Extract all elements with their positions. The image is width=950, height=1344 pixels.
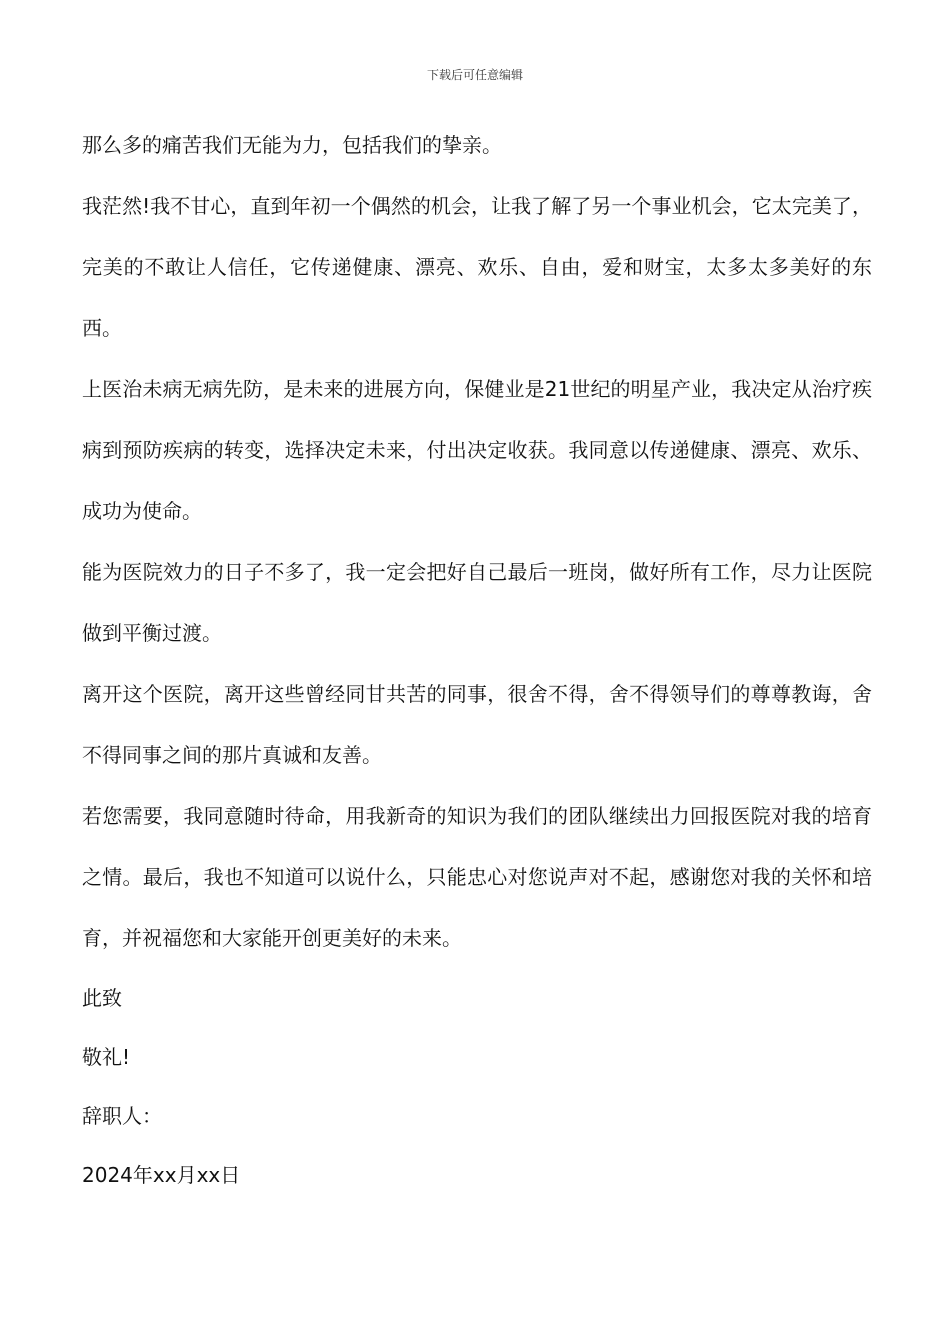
paragraph-1: 那么多的痛苦我们无能为力，包括我们的挚亲。 [82, 133, 502, 157]
closing-salutation: 此致 [82, 986, 122, 1010]
paragraph-5: 离开这个医院，离开这些曾经同甘共苦的同事，很舍不得，舍不得领导们的尊尊教诲，舍不得同事之间的那片真诚和友善。 [82, 682, 872, 767]
letter-body [82, 117, 872, 1205]
paragraph-2: 我茫然!我不甘心，直到年初一个偶然的机会，让我了解了另一个事业机会，它太完美了，完美的不敢让人信任，它传递健康、漂亮、欢乐、自由，爱和财宝，太多太多美好的东西。 [82, 194, 872, 340]
paragraph-6: 若您需要，我同意随时待命，用我新奇的知识为我们的团队继续出力回报医院对我的培育之情。最后，我也不知道可以说什么，只能忠心对您说声对不起，感谢您对我的关怀和培育，并祝福您和大家能开创更美好的未来。 [82, 804, 872, 950]
paragraph-3: 上医治未病无病先防，是未来的进展方向，保健业是21世纪的明星产业，我决定从治疗疾病到预防疾病的转变，选择决定未来，付出决定收获。我同意以传递健康、漂亮、欢乐、成功为使命。 [82, 377, 872, 523]
signature-label: 辞职人： [82, 1104, 162, 1128]
closing-regards: 敬礼! [82, 1045, 131, 1069]
letter-date: 2024年xx月xx日 [82, 1163, 241, 1187]
page-header-note: 下载后可任意编辑 [426, 68, 523, 82]
paragraph-4: 能为医院效力的日子不多了，我一定会把好自己最后一班岗，做好所有工作，尽力让医院做到平衡过渡。 [82, 560, 872, 645]
